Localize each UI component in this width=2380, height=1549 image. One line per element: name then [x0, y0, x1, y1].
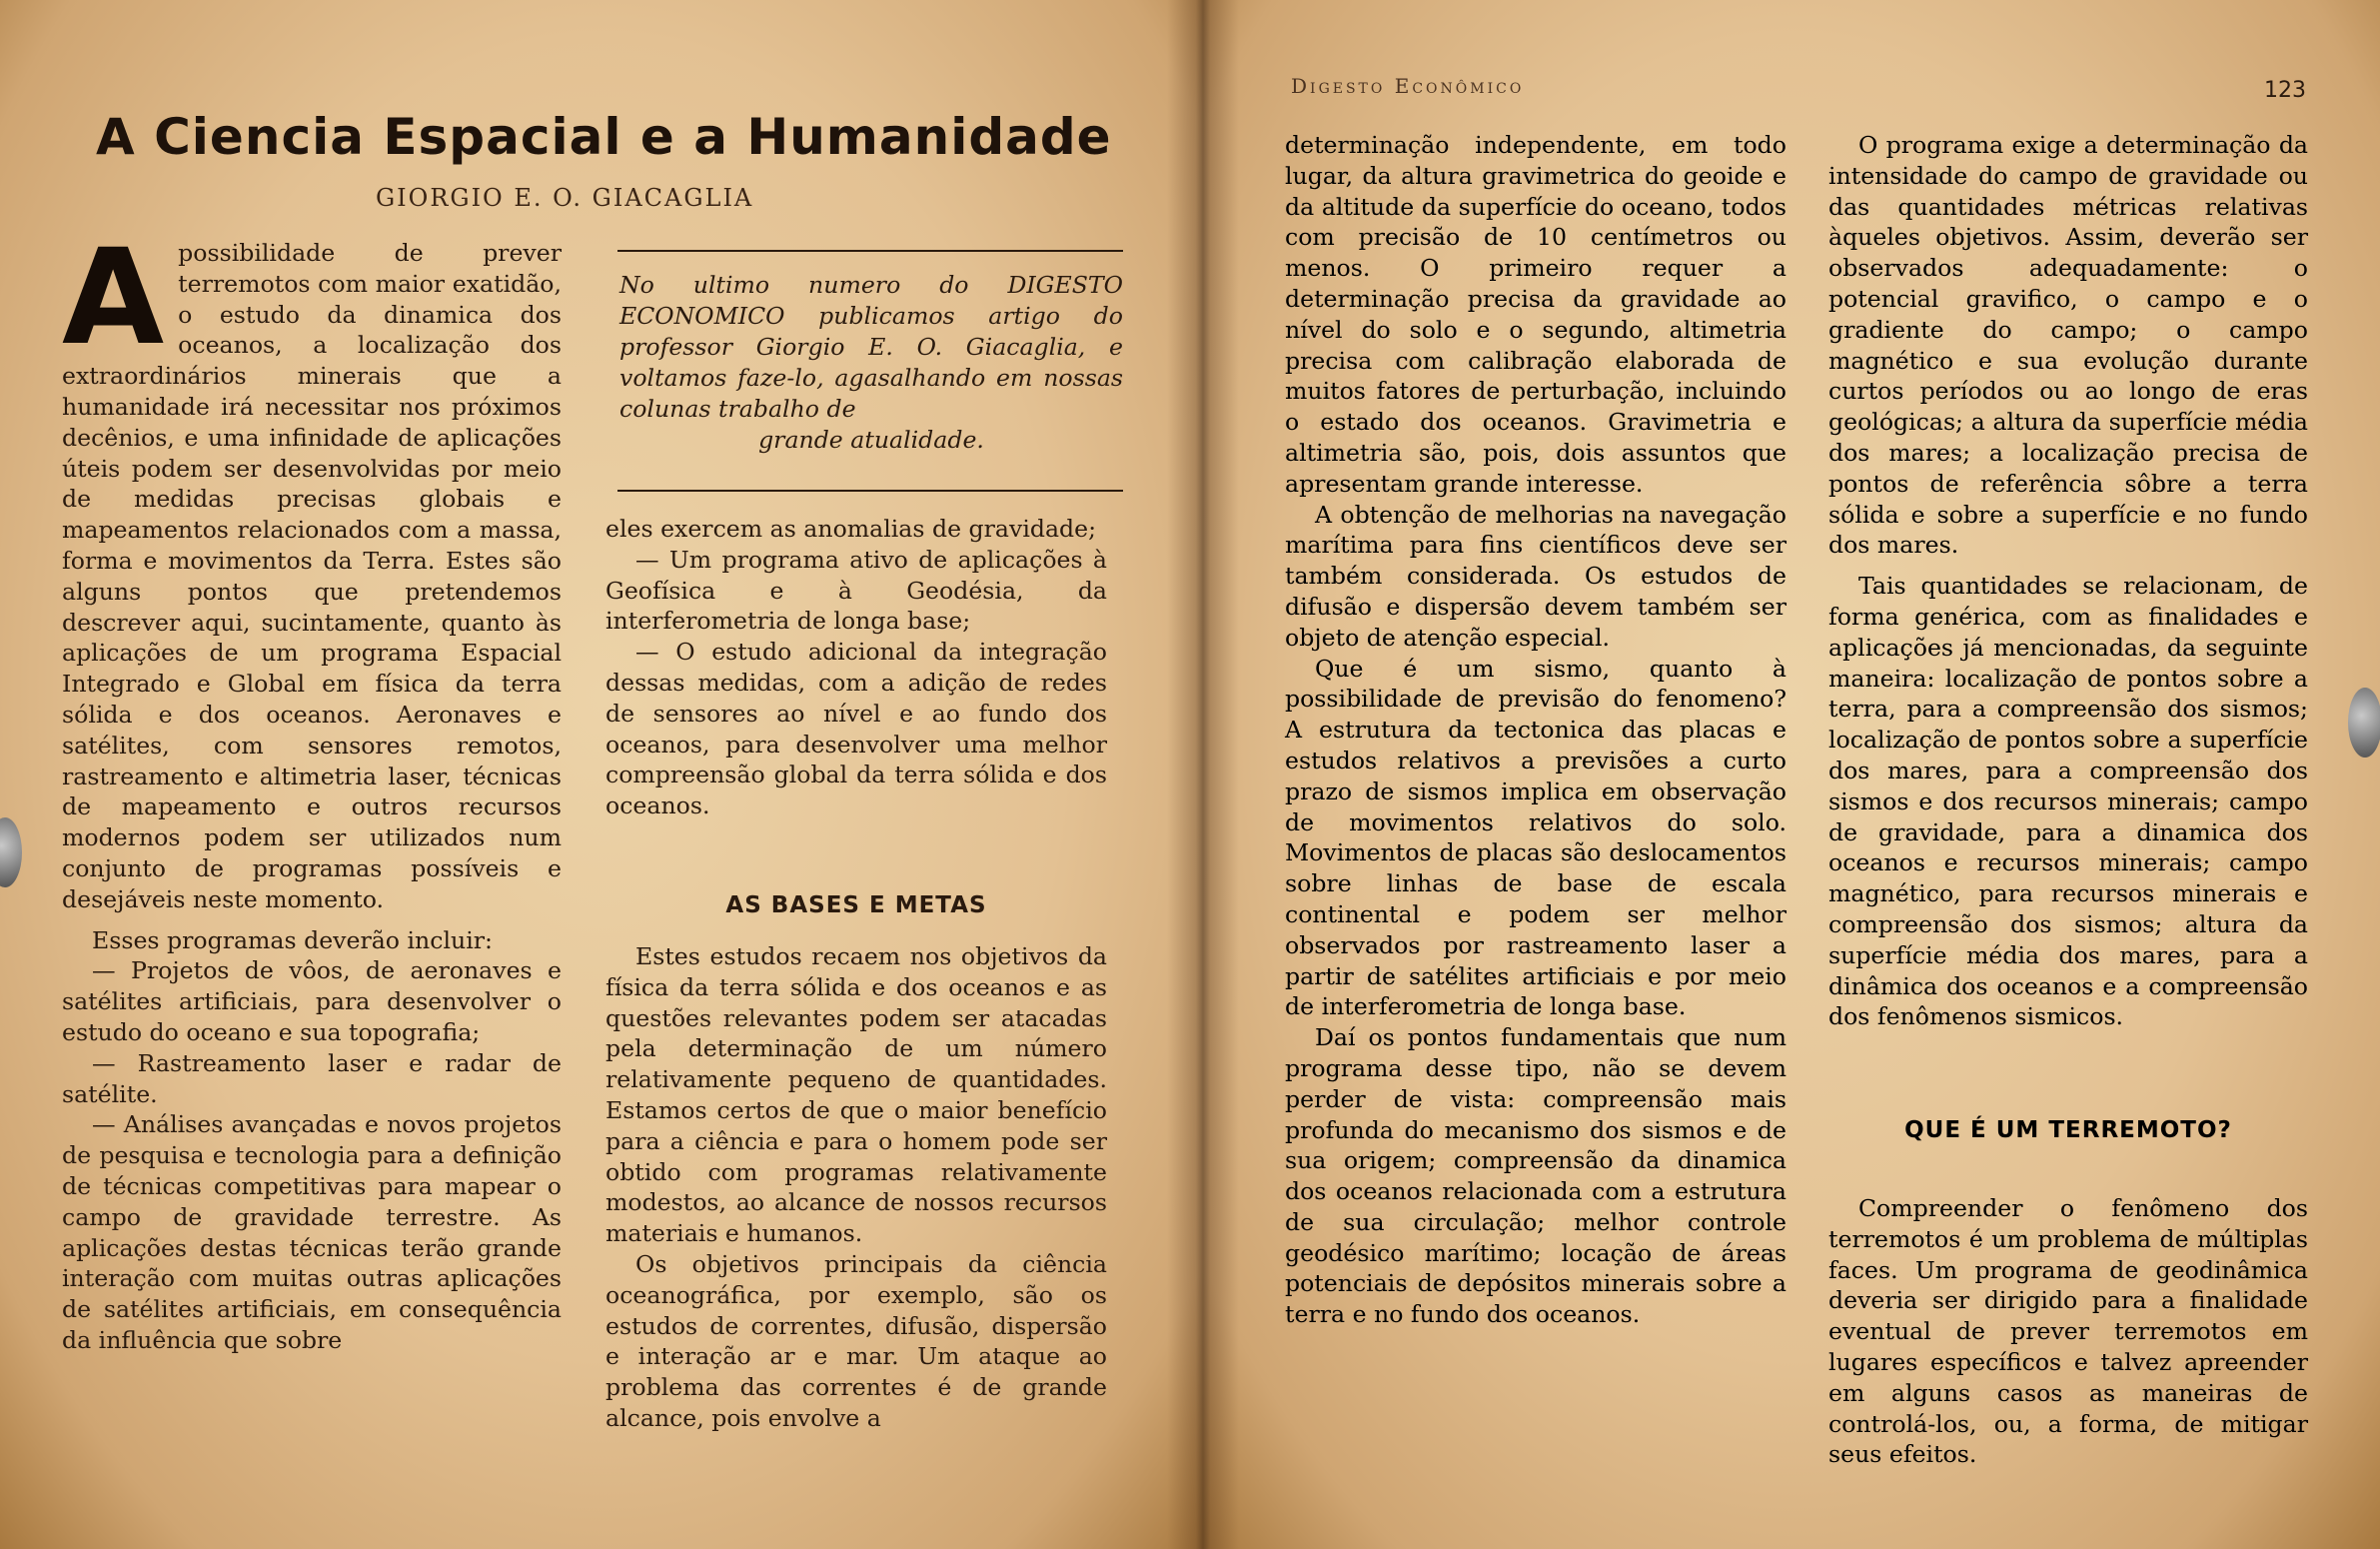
paragraph: Esses programas deverão incluir:: [92, 925, 493, 954]
section-heading: AS BASES E METAS: [725, 892, 987, 918]
paragraph: Tais quantidades se relacionam, de forma genérica, com as finalidades e aplicações já mencionadas, da seguinte maneira: localização de pontos sobre a terra, para a compreensão dos sismos; localização de pontos sobre a superfície dos mares, para a compreensão dos sismos e dos recursos minerais; campo de gravidade, para a dinamica dos oceanos e recursos minerais; campo magnético, para recursos minerais e compreensão dos sismos; altura da superfície média dos mares, para a dinâmica dos oceanos e a compreensão dos fenômenos sismicos.: [1828, 572, 2308, 1031]
opening-paragraph-text: possibilidade de prever terremotos com maior exatidão, o estudo da dinamica dos oceanos, a localização dos extraordinários minerais que a humanidade irá necessitar nos próximos decênios, e uma infinidade de aplicações úteis podem ser desenvolvidas por meio de medidas precisas globais e mapeamentos relacionados com a massa, forma e movimentos da Terra. Estes são alguns pontos que pretendemos descrever aqui, sucintamente, quanto às aplicações de um programa Espacial Integrado e Global em física da terra sólida e dos oceanos. Aeronaves e satélites, com sensores remotos, rastreamento e altimetria laser, técnicas de mapeamento e outros recursos modernos podem ser utilizados num conjunto de programas possíveis e desejáveis neste momento.: [62, 239, 562, 913]
drop-cap: A: [62, 221, 165, 375]
bottom-rule: [617, 490, 1123, 492]
paragraph: A obtenção de melhorias na navegação marítima para fins científicos deve ser também considerada. Os estudos de difusão e dispersão devem também ser objeto de atenção especial.: [1285, 500, 1786, 652]
list-item: — O estudo adicional da integração dessas medidas, com a adição de redes de sensores ao nível e ao fundo dos oceanos, para desenvolver uma melhor compreensão global da terra sólida e dos oceanos.: [605, 638, 1107, 820]
page-number: 123: [2264, 78, 2306, 103]
list-item: — Rastreamento laser e radar de satélite.: [62, 1048, 562, 1108]
paragraph: Estes estudos recaem nos objetivos da física da terra sólida e dos oceanos e as questões relevantes podem ser atacadas pela determinação de um número relativamente pequeno de quantidades. Estamos certos de que o maior benefício para a ciência e para o homem pode ser obtido com programas relativamente modestos, ao alcance de nossos recursos materiais e humanos.: [605, 942, 1107, 1248]
book-gutter: [1167, 0, 1239, 1549]
paragraph: Compreender o fenômeno dos terremotos é um problema de múltiplas faces. Um programa de geodinâmica deveria ser dirigido para a finalidade eventual de prever terremotos em lugares específicos e talvez apreender em alguns casos as maneiras de controlá-los, ou, a forma, de mitigar seus efeitos.: [1828, 1194, 2308, 1469]
right-column-1: [1285, 130, 1786, 1330]
section-heading: QUE É UM TERREMOTO?: [1904, 1117, 2232, 1143]
article-title: A Ciencia Espacial e a Humanidade: [96, 108, 1112, 166]
binder-ring: [0, 817, 22, 887]
top-rule: [617, 250, 1123, 252]
opening-paragraph: [62, 221, 562, 915]
right-column-2-cont: [1828, 1193, 2308, 1470]
running-head: Digesto Econômico: [1291, 74, 1525, 98]
paragraph: O programa exige a determinação da intensidade do campo de gravidade ou das quantidades métricas relativas àqueles objetivos. Assim, deverão ser observados adequadamente: o potencial gravifico, o campo e o gradiente do campo; o campo magnético e sua evolução durante curtos períodos ou ao longo de eras geológicas; a altura da superfície média dos mares; a localização precisa de pontos de referência sôbre a terra sólida e sobre a superfície e no fundo dos mares.: [1828, 131, 2308, 560]
left-column-2: [605, 514, 1107, 821]
paragraph: Que é um sismo, quanto à possibilidade de previsão do fenomeno? A estrutura da tectonica das placas e estudos relativos a previsões a curto prazo de sismos implica em observação de movimentos relativos do solo. Movimentos de placas são deslocamentos sobre linhas de base de escala continental e podem ser melhor observados por rastreamento laser a partir de satélites artificiais e por meio de interferometria de longa base.: [1285, 654, 1786, 1021]
editor-note: [619, 270, 1123, 456]
list-item: — Um programa ativo de aplicações à Geofísica e à Geodésia, da interferometria de longa base;: [605, 545, 1107, 636]
paragraph: determinação independente, em todo lugar, da altura gravimetrica do geoide e da altitude da superfície do oceano, todos com precisão de 10 centímetros ou menos. O primeiro requer a determinação precisa da gravidade ao nível do solo e o segundo, altimetria precisa com calibração elaborada de muitos fatores de perturbação, incluindo o estado dos oceanos. Gravimetria e altimetria são, pois, dois assuntos que apresentam grande interesse.: [1285, 131, 1786, 498]
binder-ring: [2348, 688, 2380, 758]
paragraph: Daí os pontos fundamentais que num programa desse tipo, não se devem perder de vista: compreensão mais profunda do mecanismo dos sismos e de sua origem; compreensão da dinamica dos oceanos relacionada com a estrutura de sua circulação; melhor controle geodésico marítimo; locação de áreas potenciais de depósitos minerais sobre a terra e no fundo dos oceanos.: [1285, 1023, 1786, 1329]
right-column-2: [1828, 130, 2308, 1032]
paragraph: eles exercem as anomalias de gravidade;: [605, 515, 1097, 543]
list-item: — Análises avançadas e novos projetos de pesquisa e tecnologia para a definição de técnicas competitivas para mapear o campo de gravidade terrestre. As aplicações destas técnicas terão grande interação com muitas outras aplicações de satélites artificiais, em consequência da influência que sobre: [62, 1110, 562, 1354]
list-item: — Projetos de vôos, de aeronaves e satélites artificiais, para desenvolver o estudo do oceano e sua topografia;: [62, 956, 562, 1046]
left-column-1: [62, 221, 562, 1356]
left-column-2-cont: [605, 941, 1107, 1434]
editor-note-text: No ultimo numero do DIGESTO ECONOMICO publicamos artigo do professor Giorgio E. O. Giacaglia, e voltamos faze-lo, agasalhando em nossas colunas trabalho de: [619, 271, 1123, 423]
paragraph: Os objetivos principais da ciência oceanográfica, por exemplo, são os estudos de correntes, difusão, dispersão e interação ar e mar. Um ataque ao problema das correntes é de grande alcance, pois envolve a: [605, 1249, 1107, 1432]
article-author: GIORGIO E. O. GIACAGLIA: [376, 184, 754, 212]
editor-note-last-line: grande atualidade.: [758, 426, 984, 454]
